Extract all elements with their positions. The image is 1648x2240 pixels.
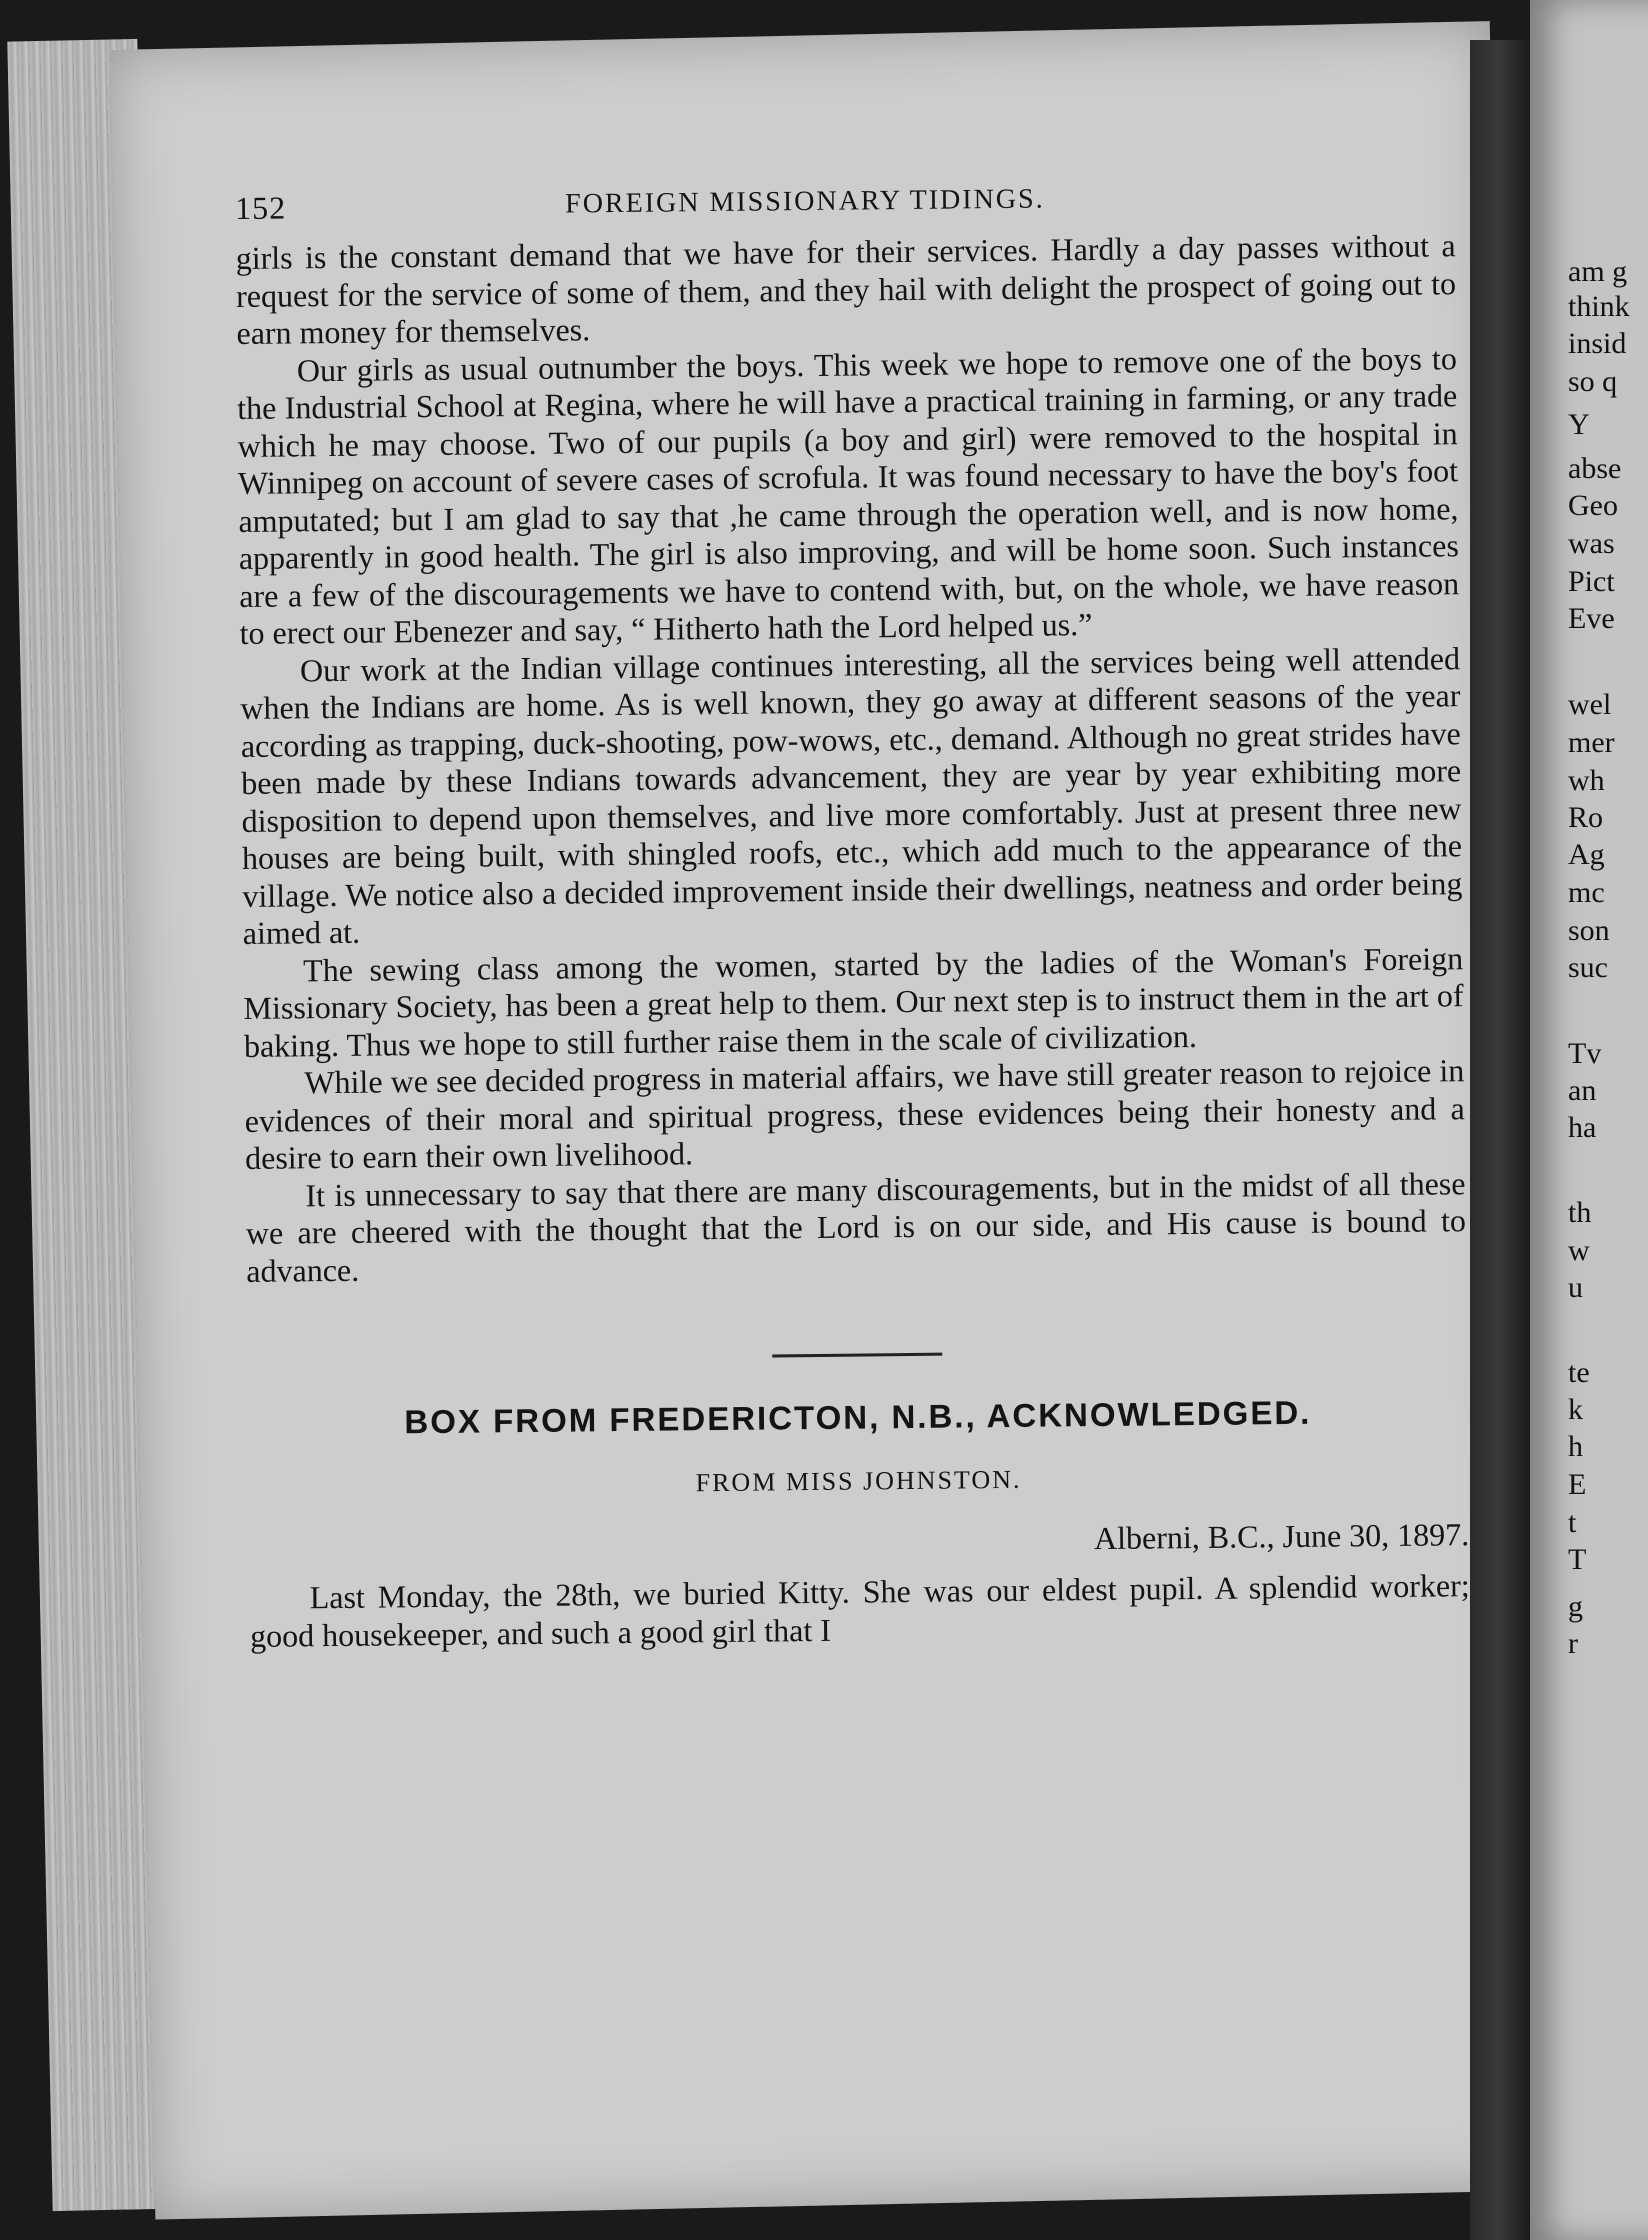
facing-page-fragment: Ag — [1568, 838, 1605, 871]
page-number: 152 — [235, 189, 287, 226]
paragraph: Our girls as usual outnumber the boys. This week we hope to remove one of the boys to the Industrial School at Regina, where he will have a practical training in farming, or any trade which he may choose. Two of our pupils (a boy and girl) were removed to the hospital in Winnipeg on account of severe cases of scrofula. It was found necessary to have the boy's foot amputated; but I am glad to say that ,he came through the operation well, and is now home, apparently in good health. The girl is also improving, and will be home soon. Such instances are a few of the discouragements we have to contend with, but, on the whole, we have reason to erect our Ebenezer and say, “ Hitherto hath the Lord helped us.” — [237, 339, 1460, 651]
facing-page-fragment: abse — [1568, 452, 1622, 485]
section-subtitle: FROM MISS JOHNSTON. — [695, 1464, 1022, 1498]
facing-page-fragment: E — [1568, 1468, 1587, 1501]
paragraph: Our work at the Indian village continues interesting, all the services being well attended when the Indians are home. As is well known, they go away at different seasons of the year according as trapping, duck-shooting, pow-wows, etc., demand. Although no great strides have been made by these Indians towards advancement, they are year by year exhibiting more disposition to depend upon themselves, and live more comfortably. Just at present three new houses are being built, with shingled roofs, etc., which add much to the appearance of the village. We notice also a decided improvement inside their dwellings, neatness and order being aimed at. — [240, 639, 1463, 951]
dateline: Alberni, B.C., June 30, 1897. — [1093, 1516, 1470, 1557]
facing-page-fragment: so q — [1568, 365, 1618, 398]
facing-page-fragment: g — [1568, 1590, 1583, 1623]
running-title: FOREIGN MISSIONARY TIDINGS. — [565, 183, 1045, 220]
facing-page-fragment: mer — [1568, 726, 1615, 759]
facing-page-fragment: suc — [1568, 951, 1608, 984]
page-content — [235, 177, 1470, 1655]
facing-page-fragment: Tv — [1568, 1037, 1602, 1070]
paragraph: It is unnecessary to say that there are many discouragements, but in the midst of all these we are cheered with the thought that the Lord is on our side, and His cause is bound to advance. — [245, 1164, 1467, 1289]
facing-page-fragment: think — [1568, 290, 1630, 323]
facing-page-fragment: wel — [1568, 688, 1612, 721]
facing-page-fragment: th — [1568, 1196, 1592, 1229]
paragraph: girls is the constant demand that we have for their services. Hardly a day passes without a request for the service of some of them, and they hail with delight the prospect of going out to earn money for themselves. — [235, 227, 1457, 351]
section-title: BOX FROM FREDERICTON, N.B., ACKNOWLEDGED. — [404, 1393, 1312, 1441]
facing-page-fragment: u — [1568, 1271, 1583, 1304]
facing-page-fragment: Pict — [1568, 565, 1615, 598]
facing-page-fragment: ha — [1568, 1111, 1597, 1144]
facing-page-fragment: mc — [1568, 876, 1605, 909]
facing-page-fragment: Geo — [1568, 489, 1618, 522]
facing-page-fragment: Ro — [1568, 801, 1604, 834]
letter-body: Last Monday, the 28th, we buried Kitty. She was our eldest pupil. A splendid worker; good housekeeper, and such a good girl that I — [249, 1567, 1470, 1654]
facing-page-fragment: son — [1568, 914, 1610, 947]
facing-page-fragment: am g — [1568, 255, 1628, 288]
facing-page-fragment: insid — [1568, 327, 1627, 360]
facing-page-fragment: Eve — [1568, 602, 1615, 635]
facing-page-fragment: k — [1568, 1393, 1583, 1426]
facing-page-fragment: was — [1568, 527, 1615, 560]
facing-page-fragment: t — [1568, 1506, 1577, 1539]
facing-page-fragment: an — [1568, 1074, 1597, 1107]
paragraph: While we see decided progress in material affairs, we have still greater reason to rejoice in evidences of their moral and spiritual progress, these evidences being their honesty and a desire to earn their own livelihood. — [244, 1052, 1465, 1176]
facing-page-fragment: te — [1568, 1356, 1590, 1389]
facing-page-fragment: r — [1568, 1627, 1578, 1660]
facing-page-fragment: wh — [1568, 764, 1605, 797]
facing-page-fragment: h — [1568, 1430, 1583, 1463]
facing-page-fragment: T — [1568, 1543, 1587, 1576]
paragraph: The sewing class among the women, started by the ladies of the Woman's Foreign Missionary Society, has been a great help to them. Our next step is to instruct them in the art of baking. Thus we hope to still further raise them in the scale of civilization. — [243, 939, 1464, 1064]
facing-page-fragment: Y — [1568, 408, 1590, 441]
facing-page-fragment: w — [1568, 1234, 1590, 1267]
section-divider — [772, 1353, 942, 1358]
